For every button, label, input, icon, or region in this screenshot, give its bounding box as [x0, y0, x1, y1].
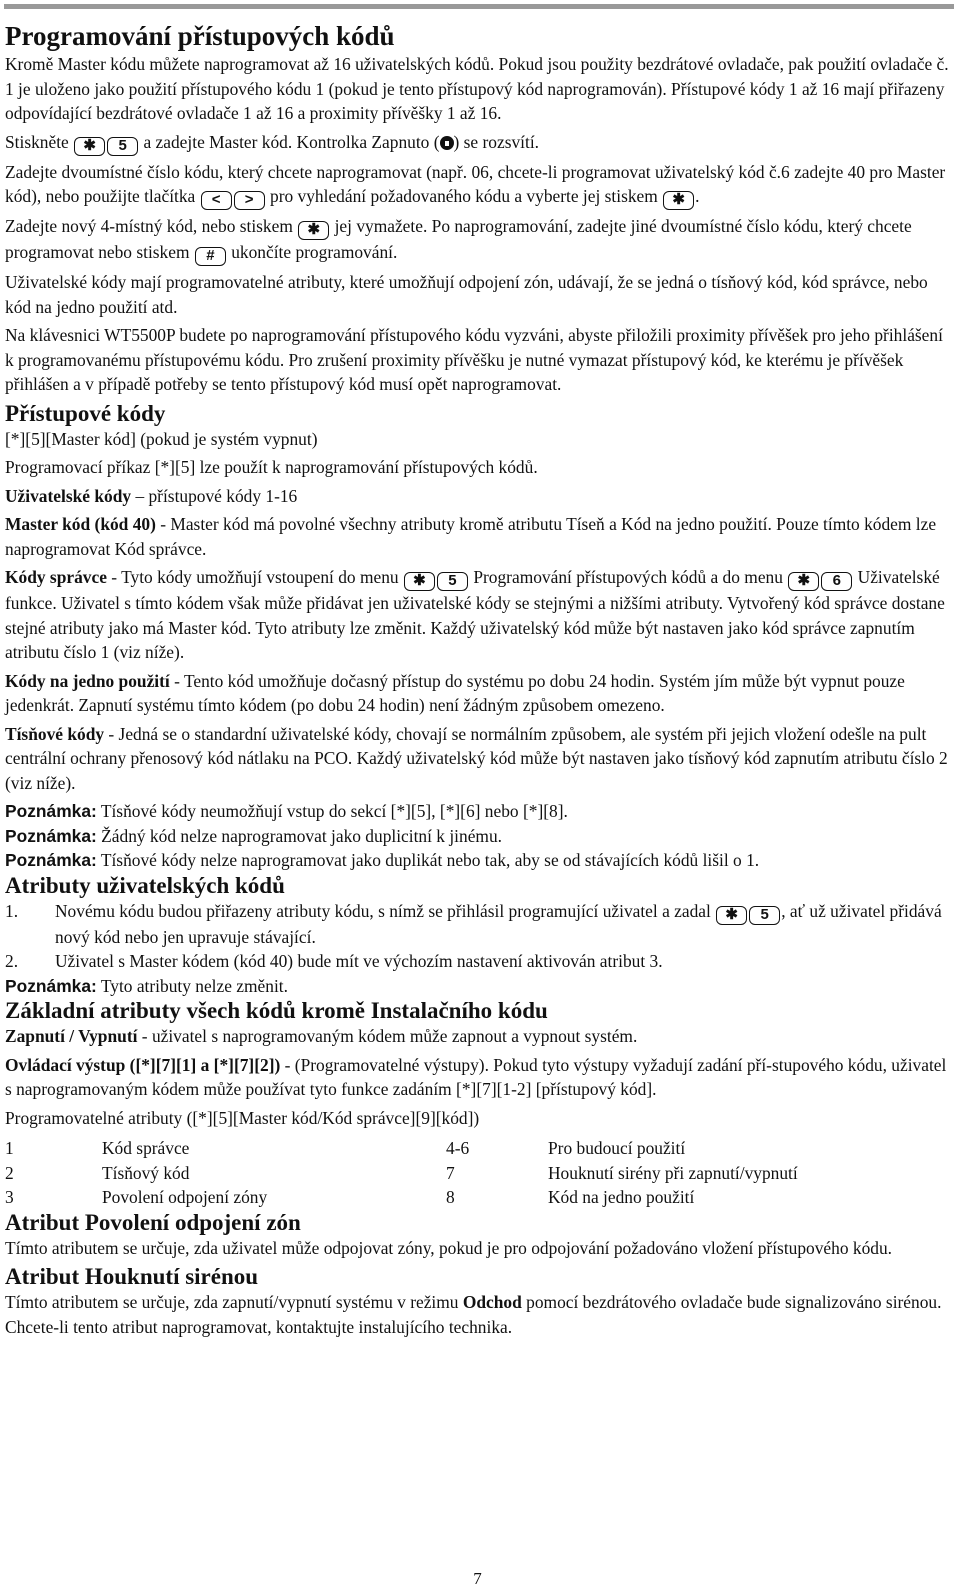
six-key-icon: 6 — [821, 572, 852, 591]
text: Uživatel s Master kódem (kód 40) bude mít ve výchozím nastavení aktivován atribut 3. — [55, 951, 663, 971]
text: Tímto atributem se určuje, zda zapnutí/vypnutí systému v režimu — [5, 1292, 463, 1312]
paragraph — [5, 1290, 950, 1339]
term: Odchod — [462, 1292, 522, 1312]
note-text: Tísňové kódy neumožňují vstup do sekcí [*][5], [*][6] nebo [*][8]. — [96, 801, 568, 821]
attr-label: Pro budoucí použití — [548, 1138, 686, 1158]
lock-icon — [440, 136, 454, 150]
term: Kódy správce — [5, 567, 107, 587]
paragraph: Programovatelné atributy ([*][5][Master kód/Kód správce][9][kód]) — [5, 1107, 480, 1128]
attr-label: Kód na jedno použití — [548, 1187, 695, 1207]
table-row — [5, 1185, 798, 1210]
paragraph — [5, 722, 950, 796]
text: Zadejte dvoumístné číslo kódu, který chcete naprogramovat (např. 06, chcete-li programovat uživatelský kód č.6 zadejte 40 pro Master kód), nebo použijte tlačítka — [5, 161, 946, 206]
paragraph — [5, 565, 950, 665]
star-key-icon: ✱ — [298, 221, 329, 240]
attr-label: Povolení odpojení zóny — [102, 1187, 268, 1207]
text: - (Programovatelné výstupy). Pokud tyto výstupy vyžadují zadání pří-stupového kódu, uživatel s naprogramovaným kódem může používat tyto funkce zadáním [*][7][1-2] [přístupový kód]. — [5, 1054, 947, 1099]
text: ) se rozsvítí. — [453, 131, 539, 152]
term: Uživatelské kódy — [5, 485, 132, 506]
attr-number: 8 — [446, 1187, 455, 1207]
section-title: Atribut Povolení odpojení zón — [5, 1209, 301, 1235]
text: pomocí bezdrátového ovladače bude signalizováno sirénou. Chcete-li tento atribut naprogramovat, kontaktujte instalujícího technika. — [5, 1292, 942, 1337]
note-text: Tyto atributy nelze změnit. — [96, 975, 288, 996]
five-key-icon: 5 — [749, 906, 780, 925]
paragraph: Programovací příkaz [*][5] lze použít k naprogramování přístupových kódů. — [5, 457, 538, 477]
hash-key-icon: # — [195, 247, 226, 266]
note-label: Poznámka: — [5, 975, 97, 996]
numbered-list — [5, 899, 950, 974]
note — [5, 799, 950, 824]
star-key-icon: ✱ — [663, 191, 694, 210]
list-number: 1. — [5, 900, 19, 921]
note-label: Poznámka: — [5, 850, 97, 870]
list-item — [5, 899, 950, 950]
paragraph — [5, 1053, 950, 1102]
star-key-icon: ✱ — [788, 572, 819, 591]
star-key-icon: ✱ — [74, 137, 105, 156]
text: ukončíte programování. — [231, 242, 398, 262]
attr-number: 3 — [5, 1187, 14, 1207]
text: Zadejte nový 4-místný kód, nebo stiskem — [5, 216, 293, 236]
text: - Master kód má povolné všechny atributy kromě atributu Tíseň a Kód na jedno použití. Pouze tímto kódem lze naprogramovat Kód správce. — [5, 514, 937, 559]
term: Ovládací výstup ([*][7][1] a [*][7][2]) — [5, 1054, 281, 1075]
text: – přístupové kódy 1-16 — [131, 485, 298, 506]
top-rule — [4, 4, 954, 9]
paragraph: Tímto atributem se určuje, zda uživatel může odpojovat zóny, pokud je pro odpojování požadováno vložení přístupového kódu. — [5, 1237, 893, 1258]
text: Uživatelské funkce. Uživatel s tímto kódem však může přidávat jen uživatelské kódy se stejnými a nižšími atributy. Vytvořený kód správce dostane stejné atributy jako má Master kód. Tyto atributy lze změnit. Každý uživatelský kód může být nastaven jako kód správce zapnutím atributu číslo 1 (viz níže). — [5, 567, 945, 662]
paragraph — [5, 669, 950, 718]
text: Stiskněte — [5, 131, 69, 152]
list-number: 2. — [5, 951, 19, 971]
note-label: Poznámka: — [5, 825, 97, 846]
text: jej vymažete. Po naprogramování, zadejte jiné dvoumístné číslo kódu, který chcete programovat nebo stiskem — [5, 216, 912, 262]
page-number: 7 — [473, 1569, 482, 1588]
paragraph — [5, 130, 950, 156]
note — [5, 848, 950, 873]
text: - Jedná se o standardní uživatelské kódy, chovají se normálním způsobem, ale systém při jejich vložení odešle na pult centrální ochrany přenosový kód nátlaku na PCO. Každý uživatelský kód může být nastaven jako tísňový kód zapnutím atributu číslo 2 (viz níže). — [5, 723, 948, 793]
section-title: Atribut Houknutí sirénou — [5, 1264, 259, 1289]
section-title: Základní atributy všech kódů kromě Instalačního kódu — [5, 998, 548, 1023]
section-title: Přístupové kódy — [5, 400, 166, 426]
table-row — [5, 1136, 798, 1161]
attr-number: 7 — [446, 1162, 455, 1183]
text: Novému kódu budou přiřazeny atributy kódu, s nímž se přihlásil programující uživatel a zadal — [55, 900, 711, 921]
paragraph — [5, 1024, 950, 1049]
table-row — [5, 1161, 798, 1186]
term: Master kód (kód 40) — [5, 514, 156, 534]
paragraph: Uživatelské kódy mají programovatelné atributy, které umožňují odpojení zón, udávají, že se jedná o tísňový kód, kód správce, nebo kód na jedno použití atd. — [5, 272, 928, 317]
attr-number: 2 — [5, 1162, 14, 1183]
attributes-table — [5, 1136, 798, 1210]
note-label: Poznámka: — [5, 801, 97, 821]
paragraph: Kromě Master kódu můžete naprogramovat až 16 uživatelských kódů. Pokud jsou použity bezdrátové ovladače, pak použití ovladače č. 1 je uloženo jako použití přístupového kódu 1 (pokud je tento přístupový kód naprogramován). Přístupové kódy 1 až 16 mají přiřazeny odpovídající bezdrátové ovladače 1 až 16 a proximity přívěšky 1 až 16. — [5, 54, 949, 123]
paragraph — [5, 160, 950, 211]
text: , ať už uživatel přidává nový kód nebo jen upravuje stávající. — [55, 900, 942, 947]
text: . — [695, 186, 700, 206]
term: Zapnutí / Vypnutí — [5, 1026, 138, 1046]
paragraph: Na klávesnici WT5500P budete po naprogramování přístupového kódu vyzváni, abyste přiložili proximity přívěšek pro jeho přihlášení k programovanému přístupovému kódu. Pro zrušení proximity přívěšku je nutné vymazat přístupový kód, ke kterému je přívěšek přihlášen a v případě potřeby se tento přístupový kód musí opět naprogramovat. — [5, 325, 943, 394]
paragraph: [*][5][Master kód] (pokud je systém vypnut) — [5, 428, 318, 449]
term: Kódy na jedno použití — [5, 670, 170, 691]
text: a zadejte Master kód. Kontrolka Zapnuto ( — [143, 131, 440, 152]
list-item — [5, 949, 950, 974]
text: - Tyto kódy umožňují vstoupení do menu — [106, 567, 399, 587]
note-text: Tísňové kódy nelze naprogramovat jako duplikát nebo tak, aby se od stávajících kódů lišil o 1. — [96, 850, 760, 870]
attr-number: 4-6 — [446, 1138, 470, 1158]
text: pro vyhledání požadovaného kódu a vyberte jej stiskem — [270, 186, 658, 206]
attr-label: Tísňový kód — [102, 1162, 190, 1183]
note — [5, 974, 950, 999]
section-title: Programování přístupových kódů — [5, 21, 395, 51]
term: Tísňové kódy — [5, 723, 105, 744]
note-text: Žádný kód nelze naprogramovat jako duplicitní k jinému. — [96, 825, 503, 846]
note — [5, 824, 950, 849]
left-arrow-key-icon: < — [201, 191, 232, 210]
five-key-icon: 5 — [437, 572, 468, 591]
paragraph — [5, 484, 950, 509]
attr-label: Kód správce — [102, 1138, 190, 1158]
text: - uživatel s naprogramovaným kódem může zapnout a vypnout systém. — [137, 1026, 638, 1046]
attr-label: Houknutí sirény při zapnutí/vypnutí — [548, 1162, 798, 1183]
paragraph — [5, 214, 950, 266]
section-title: Atributy uživatelských kódů — [5, 872, 285, 898]
text: Programování přístupových kódů a do menu — [473, 567, 783, 587]
paragraph — [5, 512, 950, 561]
five-key-icon: 5 — [107, 137, 138, 156]
document-page — [5, 14, 950, 1588]
text: - Tento kód umožňuje dočasný přístup do systému po dobu 24 hodin. Systém jím může být vypnut pouze jedenkrát. Zapnutí systému tímto kódem (po dobu 24 hodin) není žádným způsobem omezeno. — [5, 670, 905, 715]
star-key-icon: ✱ — [404, 572, 435, 591]
right-arrow-key-icon: > — [234, 191, 265, 210]
attr-number: 1 — [5, 1138, 14, 1158]
star-key-icon: ✱ — [716, 906, 747, 925]
